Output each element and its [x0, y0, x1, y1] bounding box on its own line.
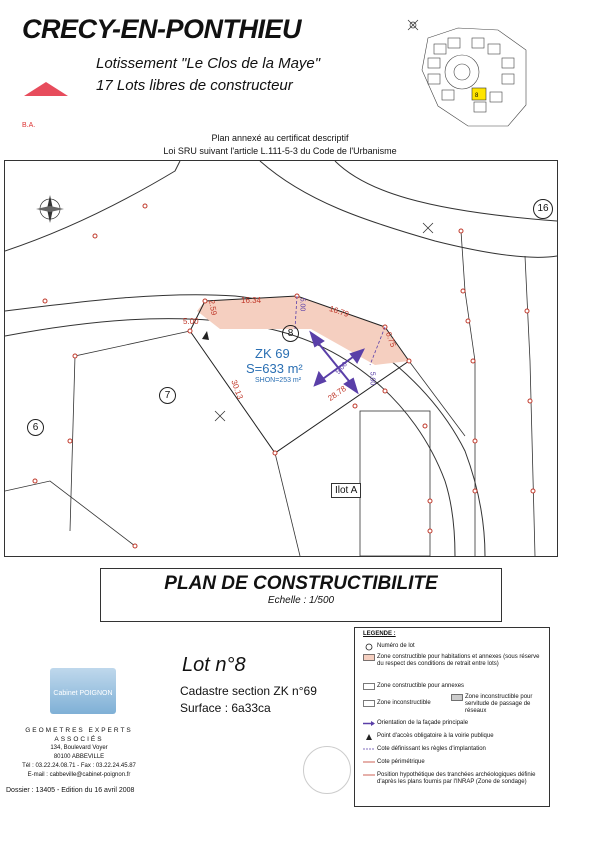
legend-item: Numéro de lot: [361, 643, 545, 651]
dim-setback-right: 5.00: [368, 371, 376, 386]
zone-annexes-icon: [361, 683, 377, 690]
dim-setback-left: 5.00: [183, 317, 199, 326]
annex-line-2: Loi SRU suivant l'article L.111-5-3 du Code de l'Urbanisme: [163, 146, 397, 156]
subtitle-lotissement: Lotissement "Le Clos de la Maye": [96, 55, 321, 72]
zone-servitude-icon: [449, 694, 465, 701]
compass-rose-icon: [36, 195, 64, 223]
legend-item: Zone constructible pour habitations et annexes (sous réserve du respect des conditions de retrait entre lots): [361, 654, 545, 668]
stamp-ring: [303, 746, 351, 794]
cadastre-text: Cadastre section ZK n°69: [180, 684, 317, 698]
zone-constructible-icon: [361, 654, 377, 661]
zone-inconstructible-icon: [361, 700, 377, 707]
dim-top-right: 16.79: [328, 304, 350, 319]
legend-title: LEGENDE :: [363, 631, 396, 637]
location-minimap: [398, 10, 532, 128]
company-heading: GEOMETRES EXPERTS ASSOCIÉS: [25, 727, 133, 743]
company-logo-text: Cabinet POIGNON: [53, 690, 113, 697]
legend-item: Zone inconstructible pour servitude de passage de réseaux: [449, 694, 545, 715]
legend-item: Position hypothétique des tranchées archéologiques définie d'après les plans fournis par l'INRAP (Zone de sondage): [361, 772, 545, 786]
implantation-cote-icon: [361, 746, 377, 752]
company-address-2: 80100 ABBEVILLE: [53, 754, 105, 760]
surface-label: S=633 m²: [246, 361, 303, 376]
dossier-line: Dossier : 13405 - Edition du 16 avril 2008: [6, 787, 135, 794]
legend-item: Point d'accès obligatoire à la voirie publique: [361, 733, 545, 741]
parcel-label: ZK 69: [255, 346, 290, 361]
lot-heading: Lot n°8: [182, 654, 246, 676]
dim-right: 6.75: [383, 330, 398, 349]
company-email: E-mail : cabbeville@cabinet-poignon.fr: [27, 772, 131, 778]
perimeter-cote-icon: [361, 759, 377, 765]
shon-label: SHON=253 m²: [255, 377, 302, 384]
dim-setback-inner: 5.00: [334, 361, 349, 376]
lot-6-badge: 6: [27, 419, 44, 436]
dim-corner: 2.59: [207, 299, 219, 316]
legend-item: Orientation de la façade principale: [361, 720, 545, 727]
brand-mark: B.A.: [22, 122, 36, 129]
lot-number-badge: 8: [282, 325, 299, 342]
annex-note: [130, 132, 430, 158]
orientation-arrow-icon: [361, 720, 377, 727]
lot-7-badge: 7: [159, 387, 176, 404]
dim-left: 30.13: [229, 378, 245, 401]
company-phone: Tél : 03.22.24.08.71 - Fax : 03.22.24.45.87: [22, 763, 136, 769]
dim-top-left: 16.34: [241, 296, 262, 305]
page-title: CRECY-EN-PONTHIEU: [22, 14, 302, 44]
dim-setback-top: 5.00: [298, 297, 306, 312]
plan-title: PLAN DE CONSTRUCTIBILITE: [164, 573, 438, 594]
plan-drawing: [4, 160, 558, 557]
legend-item: Zone inconstructible: [361, 700, 431, 707]
legend-item: Zone constructible pour annexes: [361, 683, 545, 690]
access-point-icon: [361, 733, 377, 741]
lot-16-badge: 16: [533, 199, 553, 219]
annex-line-1: Plan annexé au certificat descriptif: [211, 133, 349, 143]
legend-box: [354, 627, 550, 807]
access-point-icon: [202, 331, 209, 340]
company-block: [14, 726, 144, 780]
dim-bottom: 28.78: [326, 384, 348, 403]
logo-triangle-icon: [22, 80, 72, 100]
ilot-label: Ilot A: [331, 483, 361, 498]
plan-title-box: [100, 568, 502, 622]
surface-text: Surface : 6a33ca: [180, 701, 271, 715]
legend-item: Cote périmétrique: [361, 759, 545, 766]
lot-number-icon: [361, 643, 377, 651]
legend-item: Cote définissant les règles d'implantation: [361, 746, 545, 753]
trench-icon: [361, 772, 377, 778]
svg-text:8: 8: [475, 93, 479, 99]
subtitle-lots: 17 Lots libres de constructeur: [96, 77, 293, 94]
company-address-1: 134, Boulevard Voyer: [50, 745, 108, 751]
plan-scale: Echelle : 1/500: [267, 595, 335, 606]
